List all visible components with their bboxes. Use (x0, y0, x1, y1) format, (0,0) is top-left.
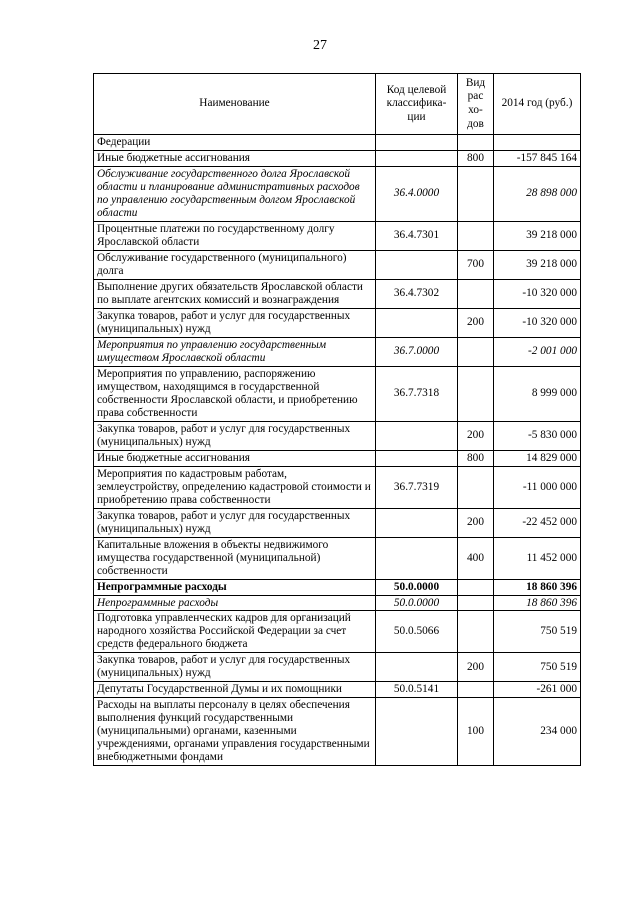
cell-name: Мероприятия по кадастровым работам, землеустройству, определению кадастровой стоимости и приобретению права собственности (94, 466, 376, 508)
cell-amount: 750 519 (494, 611, 581, 653)
cell-type (458, 611, 494, 653)
cell-code (376, 250, 458, 279)
table-row (94, 421, 581, 450)
cell-type: 800 (458, 450, 494, 466)
header-code: Код целевой классифика-ции (376, 74, 458, 135)
table-row (94, 366, 581, 421)
cell-type (458, 579, 494, 595)
table-row (94, 698, 581, 766)
cell-amount: 11 452 000 (494, 537, 581, 579)
table-row (94, 135, 581, 151)
cell-name: Процентные платежи по государственному долгу Ярославской области (94, 221, 376, 250)
cell-code: 36.7.7318 (376, 366, 458, 421)
cell-name: Капитальные вложения в объекты недвижимого имущества государственной (муниципальной) собственности (94, 537, 376, 579)
cell-amount: 28 898 000 (494, 166, 581, 221)
cell-type (458, 135, 494, 151)
cell-code: 36.4.7301 (376, 221, 458, 250)
cell-name: Депутаты Государственной Думы и их помощники (94, 682, 376, 698)
cell-amount: 39 218 000 (494, 221, 581, 250)
cell-type: 800 (458, 150, 494, 166)
cell-type (458, 366, 494, 421)
cell-type (458, 595, 494, 611)
table-row (94, 682, 581, 698)
cell-code (376, 135, 458, 151)
cell-name: Иные бюджетные ассигнования (94, 150, 376, 166)
budget-table (93, 73, 581, 766)
cell-amount: -2 001 000 (494, 337, 581, 366)
cell-type: 200 (458, 653, 494, 682)
table-row (94, 250, 581, 279)
cell-name: Мероприятия по управлению государственным имуществом Ярославской области (94, 337, 376, 366)
cell-amount: 14 829 000 (494, 450, 581, 466)
cell-type: 400 (458, 537, 494, 579)
cell-name: Расходы на выплаты персоналу в целях обеспечения выполнения функций государственными (муниципальными) органами, казенными учреждениями, органами управления государственными внебюджетными фондами (94, 698, 376, 766)
cell-type (458, 221, 494, 250)
cell-amount: -157 845 164 (494, 150, 581, 166)
cell-code (376, 698, 458, 766)
cell-amount: 234 000 (494, 698, 581, 766)
cell-name: Непрограммные расходы (94, 595, 376, 611)
cell-amount: 8 999 000 (494, 366, 581, 421)
cell-amount: -261 000 (494, 682, 581, 698)
table-row (94, 653, 581, 682)
cell-code: 50.0.5066 (376, 611, 458, 653)
table-row (94, 221, 581, 250)
cell-name: Федерации (94, 135, 376, 151)
cell-name: Мероприятия по управлению, распоряжению имуществом, находящимся в государственной собственности Ярославской области, и приобретению права собственности (94, 366, 376, 421)
cell-code: 50.0.5141 (376, 682, 458, 698)
table-row (94, 450, 581, 466)
cell-type (458, 337, 494, 366)
cell-code (376, 653, 458, 682)
cell-type: 200 (458, 508, 494, 537)
table-row (94, 537, 581, 579)
table-row (94, 337, 581, 366)
table-row (94, 579, 581, 595)
table-row (94, 595, 581, 611)
cell-name: Обслуживание государственного (муниципального) долга (94, 250, 376, 279)
cell-code: 36.4.7302 (376, 279, 458, 308)
cell-name: Закупка товаров, работ и услуг для государственных (муниципальных) нужд (94, 508, 376, 537)
cell-amount: -11 000 000 (494, 466, 581, 508)
cell-name: Закупка товаров, работ и услуг для государственных (муниципальных) нужд (94, 653, 376, 682)
header-amount: 2014 год (руб.) (494, 74, 581, 135)
cell-name: Выполнение других обязательств Ярославской области по выплате агентских комиссий и вознаграждения (94, 279, 376, 308)
cell-code (376, 537, 458, 579)
cell-name: Закупка товаров, работ и услуг для государственных (муниципальных) нужд (94, 421, 376, 450)
cell-type: 700 (458, 250, 494, 279)
cell-name: Иные бюджетные ассигнования (94, 450, 376, 466)
cell-amount: 18 860 396 (494, 595, 581, 611)
cell-type (458, 279, 494, 308)
cell-type (458, 682, 494, 698)
table-row (94, 279, 581, 308)
cell-code: 36.4.0000 (376, 166, 458, 221)
cell-name: Подготовка управленческих кадров для организаций народного хозяйства Российской Федерации за счет средств федерального бюджета (94, 611, 376, 653)
cell-code (376, 421, 458, 450)
cell-type: 200 (458, 308, 494, 337)
cell-amount: -22 452 000 (494, 508, 581, 537)
cell-amount: -10 320 000 (494, 308, 581, 337)
cell-type: 100 (458, 698, 494, 766)
cell-code (376, 150, 458, 166)
cell-name: Обслуживание государственного долга Ярославской области и планирование административных расходов по управлению государственным долгом Ярославской области (94, 166, 376, 221)
table-row (94, 611, 581, 653)
cell-name: Закупка товаров, работ и услуг для государственных (муниципальных) нужд (94, 308, 376, 337)
cell-code (376, 450, 458, 466)
header-name: Наименование (94, 74, 376, 135)
cell-amount (494, 135, 581, 151)
table-row (94, 308, 581, 337)
cell-code (376, 508, 458, 537)
cell-code: 36.7.0000 (376, 337, 458, 366)
cell-code: 50.0.0000 (376, 579, 458, 595)
table-row (94, 150, 581, 166)
cell-code: 36.7.7319 (376, 466, 458, 508)
table-header (94, 74, 581, 135)
cell-type (458, 166, 494, 221)
cell-code (376, 308, 458, 337)
header-type: Вид рас хо-дов (458, 74, 494, 135)
table-row (94, 466, 581, 508)
cell-amount: -5 830 000 (494, 421, 581, 450)
table-row (94, 508, 581, 537)
cell-amount: 750 519 (494, 653, 581, 682)
cell-amount: 18 860 396 (494, 579, 581, 595)
cell-amount: -10 320 000 (494, 279, 581, 308)
page-number: 27 (313, 38, 327, 53)
cell-code: 50.0.0000 (376, 595, 458, 611)
cell-amount: 39 218 000 (494, 250, 581, 279)
cell-type: 200 (458, 421, 494, 450)
cell-name: Непрограммные расходы (94, 579, 376, 595)
cell-type (458, 466, 494, 508)
table-row (94, 166, 581, 221)
table-body (94, 135, 581, 766)
